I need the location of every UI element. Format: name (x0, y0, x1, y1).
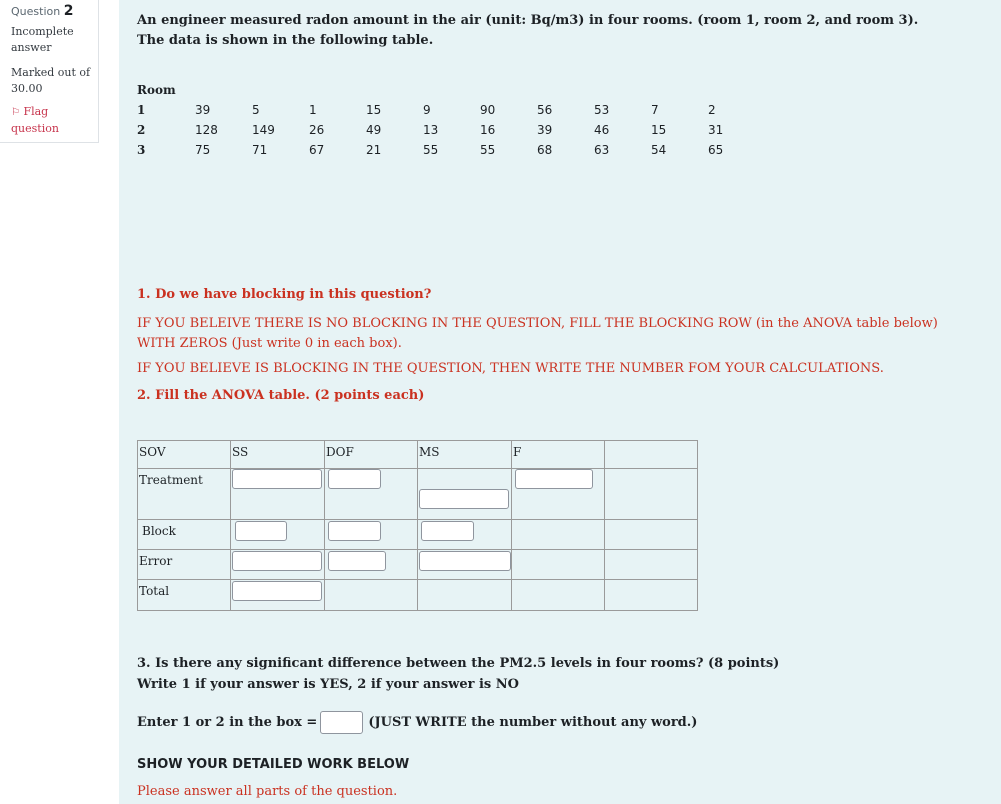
header-ss: SS (232, 445, 249, 459)
header-f: F (513, 445, 522, 459)
answer-input[interactable] (320, 711, 363, 734)
error-ss-input[interactable] (232, 551, 322, 571)
header-sov: SOV (139, 445, 166, 459)
flag-icon: ⚐ (11, 107, 20, 118)
row-label-error: Error (139, 554, 173, 568)
question-content (119, 0, 1001, 804)
block-ms-input[interactable] (421, 521, 474, 541)
anova-table (137, 440, 698, 611)
question-intro: An engineer measured radon amount in the air (unit: Bq/m3) in four rooms. (room 1, room 2, and room 3). The data is shown in the following table. (137, 13, 919, 48)
data-row: 1 39 5 1 15 9 90 56 53 7 2 (137, 103, 716, 117)
blocking-instruction-1: IF YOU BELEIVE THERE IS NO BLOCKING IN THE QUESTION, FILL THE BLOCKING ROW (in the ANOVA table below) WITH ZEROS (Just write 0 in each box). (137, 316, 938, 351)
data-table (137, 80, 765, 160)
header-dof: DOF (326, 445, 354, 459)
treatment-dof-input[interactable] (328, 469, 381, 489)
anova-header-row (138, 441, 698, 469)
question-grade: Marked out of 30.00 (11, 66, 91, 95)
question-info-panel (0, 0, 99, 143)
block-dof-input[interactable] (328, 521, 381, 541)
header-ms: MS (419, 445, 440, 459)
row-label-treatment: Treatment (139, 473, 203, 487)
total-ss-input[interactable] (232, 581, 322, 601)
anova-row-total (138, 580, 698, 611)
anova-row-block (138, 520, 698, 550)
q1-heading: 1. Do we have blocking in this question? (137, 287, 432, 302)
anova-row-error (138, 550, 698, 580)
question-number: Question 2 (11, 3, 74, 19)
answer-label: Enter 1 or 2 in the box = (137, 715, 318, 730)
answer-suffix: (JUST WRITE the number without any word.) (368, 715, 698, 730)
question-state: Incomplete answer (11, 25, 74, 54)
error-dof-input[interactable] (328, 551, 386, 571)
validation-message: Please answer all parts of the question. (137, 784, 398, 799)
row-label-block: Block (142, 524, 176, 538)
q3-heading: 3. Is there any significant difference between the PM2.5 levels in four rooms? (8 points) Write 1 if your answer is YES, 2 if your answer is NO (137, 656, 780, 692)
error-ms-input[interactable] (419, 551, 511, 571)
header-blank (605, 441, 697, 449)
treatment-f-input[interactable] (515, 469, 593, 489)
treatment-ms-input[interactable] (419, 489, 509, 509)
block-ss-input[interactable] (235, 521, 287, 541)
q2-heading: 2. Fill the ANOVA table. (2 points each) (137, 388, 425, 403)
flag-question-link[interactable]: ⚐ Flag question (11, 105, 59, 135)
show-work-heading: SHOW YOUR DETAILED WORK BELOW (137, 757, 410, 772)
data-table-header: Room (137, 83, 176, 97)
treatment-ss-input[interactable] (232, 469, 322, 489)
data-row: 3 75 71 67 21 55 55 68 63 54 65 (137, 143, 724, 157)
blocking-instruction-2: IF YOU BELIEVE IS BLOCKING IN THE QUESTION, THEN WRITE THE NUMBER FOM YOUR CALCULATIONS. (137, 361, 884, 376)
row-label-total: Total (139, 584, 170, 598)
answer-entry (137, 711, 697, 734)
anova-row-treatment (138, 469, 698, 520)
data-row: 2 128 149 26 49 13 16 39 46 15 31 (137, 123, 724, 137)
